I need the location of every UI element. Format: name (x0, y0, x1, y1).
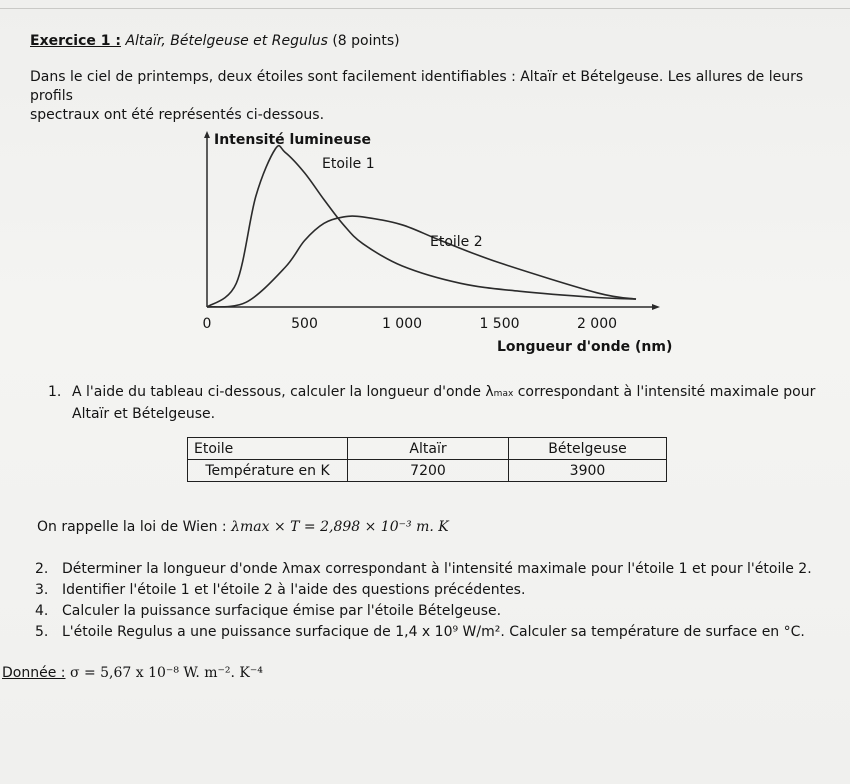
exercise-title (30, 33, 400, 49)
intro-line-2: spectraux ont été représentés ci-dessous. (30, 107, 325, 123)
x-tick-labels (203, 316, 618, 332)
question-number: 5. (35, 624, 49, 640)
list-item (35, 580, 812, 601)
list-item (35, 601, 812, 622)
question-1-text (72, 382, 828, 424)
question-text: Déterminer la longueur d'onde λmax correspondant à l'intensité maximale pour l'étoile 1 et pour l'étoile 2. (62, 561, 812, 577)
intro-paragraph (30, 68, 830, 125)
table-cell: Température en K (188, 460, 348, 482)
lambda-max-subscript: max (493, 389, 514, 399)
given-formula: σ = 5,67 x 10⁻⁸ W. m⁻². K⁻⁴ (69, 665, 263, 681)
y-axis-label: Intensité lumineuse (214, 132, 371, 148)
intro-line-1: Dans le ciel de printemps, deux étoiles sont facilement identifiables : Altaïr et Bételgeuse. Les allures de leurs profils (30, 69, 804, 104)
page-top-edge (0, 8, 850, 9)
table-header-cell: Altaïr (348, 438, 509, 460)
x-axis-arrow (652, 304, 660, 310)
wien-law (37, 519, 449, 535)
table-header-row (188, 438, 667, 460)
question-text: Calculer la puissance surfacique émise par l'étoile Bételgeuse. (62, 603, 502, 619)
table-header-cell: Etoile (188, 438, 348, 460)
series-etoile-1-line (207, 146, 636, 307)
x-tick-label: 1 500 (479, 316, 520, 332)
table-row (188, 460, 667, 482)
given-data (2, 665, 263, 681)
question-text: Identifier l'étoile 1 et l'étoile 2 à l'aide des questions précédentes. (62, 582, 526, 598)
given-label: Donnée : (2, 665, 66, 681)
list-item (35, 559, 812, 580)
table-header-cell: Bételgeuse (509, 438, 667, 460)
exercise-label: Exercice 1 : (30, 33, 121, 49)
temperature-table (187, 437, 667, 482)
question-number: 3. (35, 582, 49, 598)
question-1-text-c: Altaïr et Bételgeuse. (72, 406, 216, 422)
y-axis-arrow (204, 131, 210, 138)
question-number: 2. (35, 561, 49, 577)
exercise-points: (8 points) (332, 33, 400, 49)
wien-prefix: On rappelle la loi de Wien : (37, 519, 232, 535)
series-etoile-1-label: Etoile 1 (322, 156, 375, 172)
table-cell: 3900 (509, 460, 667, 482)
question-1-number: 1. (48, 384, 62, 400)
question-1 (48, 382, 828, 424)
spectral-chart (190, 125, 690, 365)
list-item (35, 622, 812, 643)
question-list (35, 559, 812, 643)
question-1-text-b: correspondant à l'intensité maximale pour (513, 384, 816, 400)
table-cell: 7200 (348, 460, 509, 482)
x-tick-label: 500 (291, 316, 318, 332)
question-text: L'étoile Regulus a une puissance surfacique de 1,4 x 10⁹ W/m². Calculer sa température de surface en °C. (62, 624, 805, 640)
question-1-text-a: A l'aide du tableau ci-dessous, calculer la longueur d'onde λ (72, 384, 494, 400)
x-tick-label: 0 (202, 316, 212, 332)
x-tick-label: 1 000 (381, 316, 423, 332)
x-axis-label: Longueur d'onde (nm) (497, 339, 673, 355)
exercise-name: Altaïr, Bételgeuse et Regulus (125, 33, 328, 49)
question-number: 4. (35, 603, 49, 619)
series-etoile-2-label: Etoile 2 (430, 234, 483, 250)
wien-formula: λmax × T = 2,898 × 10⁻³ m. K (231, 519, 449, 535)
x-tick-label: 2 000 (576, 316, 618, 332)
series-etoile-2-line (207, 216, 636, 307)
